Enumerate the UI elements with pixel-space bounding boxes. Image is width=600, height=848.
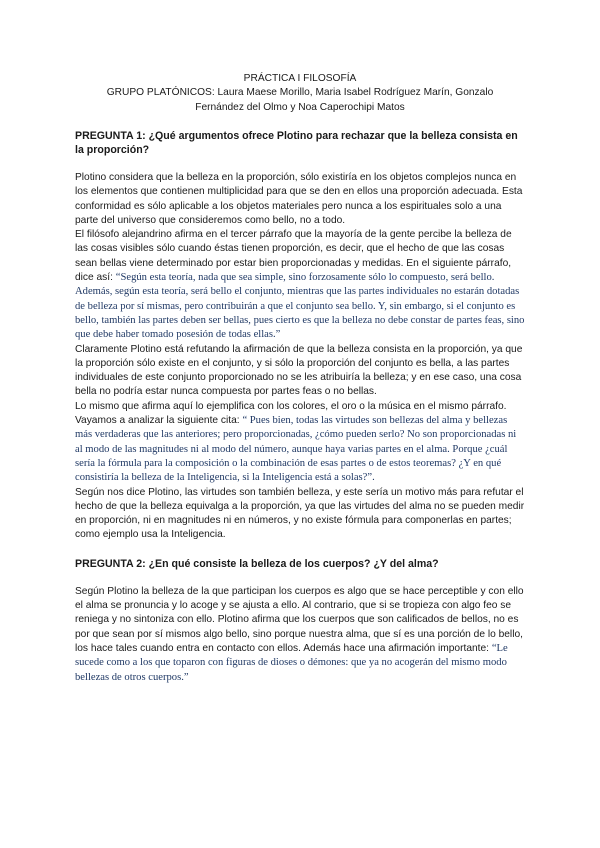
q1-quote-2: “ Pues bien, todas las virtudes son bellezas del alma y bellezas más verdaderas que las anteriores; pero proporcionadas, ¿cómo pueden serlo? No son proporcionadas ni al modo de las magnitudes ni al modo del número, aunque haya varias partes en el alma. Porque ¿cuál sería la fórmula para la composición o la combinación de esas partes o de estos teoremas? ¿Y en qué consistiría la belleza de la Inteligencia, si la Inteligencia está a solas?”. (75, 415, 517, 484)
q1-paragraph-6: Según nos dice Plotino, las virtudes son también belleza, y este sería un motivo más para refutar el hecho de que la belleza equivalga a la proporción, ya que las virtudes del alma no se pueden medir en proporción, ni en magnitudes ni en números, y no existe fórmula para componerlas en partes; como ejemplo usa la Inteligencia. (75, 486, 525, 541)
q1-paragraph-5-text: Vayamos a analizar la siguiente cita: (75, 415, 243, 427)
document-title: PRÁCTICA I FILOSOFÍA (243, 73, 357, 84)
q2-paragraph-1 (75, 585, 525, 685)
q1-paragraph-5 (75, 414, 525, 485)
q1-paragraph-3: Claramente Plotino está refutando la afirmación de que la belleza consista en la proporción, ya que la proporción sólo existe en el conjunto, y si sólo la proporción del conjunto es bella, a las partes individuales de este conjunto proporcionado no se les atribuiría la belleza; y en ese caso, una cosa bella no podría estar nunca compuesta por partes feas o no bellas. (75, 343, 523, 398)
q1-paragraph-1: Plotino considera que la belleza en la proporción, sólo existiría en los objetos complejos nunca en los elementos que contienen multiplicidad para que se den en ellos una proporción adecuada. Esta conformidad es sólo aplicable a los objetos materiales pero nunca a los espirituales solo a una parte del universo que consideremos como bello, no a todo. (75, 172, 523, 226)
q1-quote-1: “Según esta teoría, nada que sea simple, sino forzosamente sólo lo compuesto, será bello. Además, según esta teoría, será bello el conjunto, mientras que las partes individuales no estarán dotadas de belleza por sí mismas, pero contribuirán a que el conjunto sea bello. Y, sin embargo, si el conjunto es bello, también las partes deben ser bellas, pues cierto es que la belleza no debe constar de partes feas, sino que debe haber tomado posesión de todas ellas.” (75, 272, 525, 341)
group-authors (75, 86, 525, 115)
q2-paragraph-1-text: Según Plotino la belleza de la que participan los cuerpos es algo que se hace perceptible y con ello el alma se pronuncia y lo acoge y se ajusta a ello. Al contrario, que si se tropieza con algo feo se reniega y no sintoniza con ello. Plotino afirma que los cuerpos que son calificados de bellos, no es por que sean por sí mismos algo bello, sino porque nuestra alma, que sí es una porción de lo bello, los hace tales cuando entra en contacto con ellos. Además hace una afirmación importante: (75, 585, 524, 654)
document-page (75, 72, 525, 685)
group-line-2: Fernández del Olmo y Noa Caperochipi Matos (195, 101, 405, 113)
q1-paragraph-2 (75, 228, 525, 342)
question-1-heading: PREGUNTA 1: ¿Qué argumentos ofrece Plotino para rechazar que la belleza consista en la proporción? (75, 130, 518, 156)
q1-paragraph-4: Lo mismo que afirma aquí lo ejemplifica con los colores, el oro o la música en el mismo párrafo. (75, 400, 507, 412)
group-line-1: GRUPO PLATÓNICOS: Laura Maese Morillo, Maria Isabel Rodríguez Marín, Gonzalo (106, 87, 494, 98)
q2-quote-1: “Le sucede como a los que toparon con figuras de dioses o démones: que ya no acogerán del mismo modo bellezas de otros cuerpos.” (75, 642, 508, 683)
q1-paragraph-2-text: El filósofo alejandrino afirma en el tercer párrafo que la mayoría de la gente percibe la belleza de las cosas visibles sólo cuando éstas tienen proporción, es decir, que el hecho de que las cosas sean bellas viene determinado por estar bien proporcionadas y medidas. En el siguiente párrafo, dice así: (75, 229, 512, 284)
question-2-heading: PREGUNTA 2: ¿En qué consiste la belleza de los cuerpos? ¿Y del alma? (75, 557, 439, 570)
